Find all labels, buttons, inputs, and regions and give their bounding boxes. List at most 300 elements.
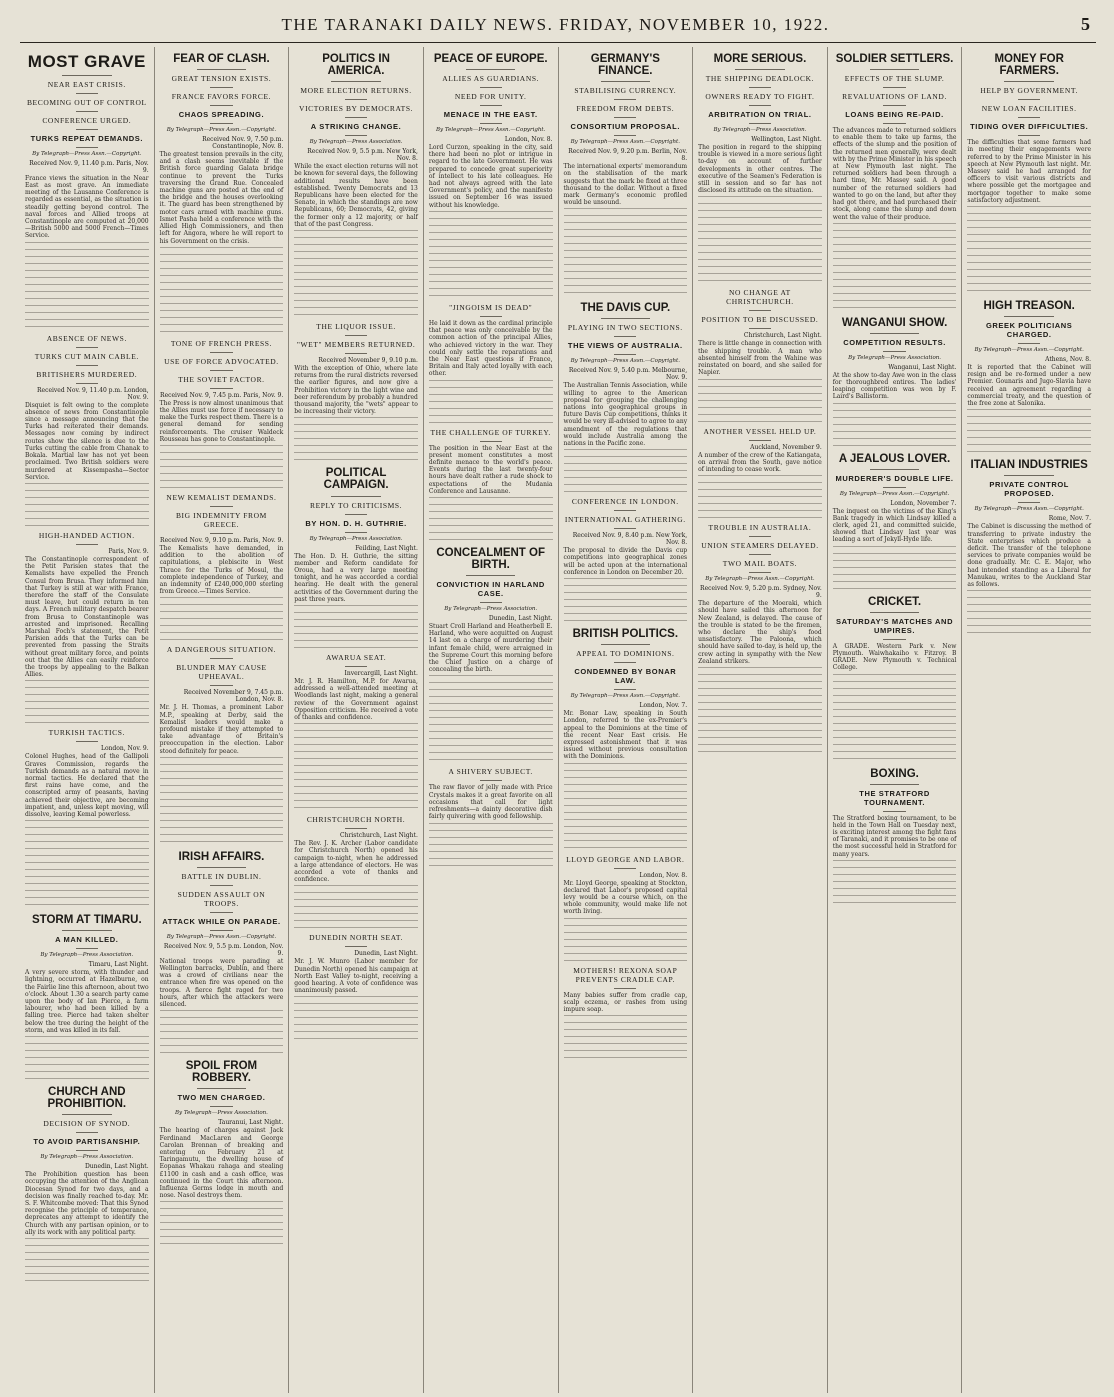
article-body: The Australian Tennis Association, while willing to agree to the American proposal for grouping the challenging nations into geographical groups in future Davis Cup competitions, thinks it would be very ill-advised to agree to any amendment of the regulations that would include Australia among the nations in the Pacific zone.: [563, 382, 688, 448]
sub-headline: NEW LOAN FACILITIES.: [981, 104, 1077, 114]
article-headline: CRICKET.: [868, 595, 922, 608]
dateline: Received Nov. 9, 9.20 p.m. Berlin, Nov. 8.: [568, 148, 688, 163]
article-body: Colonel Hughes, head of the Gallipoli Graves Commission, regards the Turkish demands as a natural move in normal tactics. He declared that the first rains have come, and the conscripted army of peasants, having achieved their objective, are becoming impatient, and, unless kept moving, will dissolve, leaving Kemal powerless.: [25, 753, 149, 818]
column-c3: [289, 47, 424, 1393]
article: [967, 300, 1091, 453]
column-c4: [424, 47, 559, 1393]
divider: [614, 528, 636, 529]
article-headline: SOLDIER SETTLERS.: [835, 53, 954, 65]
body-text-lines: [698, 379, 822, 423]
divider: [76, 93, 98, 94]
sub-headline: THE SHIPPING DEADLOCK.: [705, 74, 815, 84]
article: [967, 459, 1091, 634]
divider: [345, 99, 367, 100]
dateline: Received Nov. 9, 11.40 p.m. Paris, Nov. 9.: [29, 159, 149, 174]
dateline: Wellington, Last Night.: [751, 136, 822, 144]
divider: [614, 689, 636, 690]
dateline: Invercargill, Last Night.: [344, 669, 418, 677]
press-credit: By Telegraph—Press Assn.—Copyright.: [570, 139, 680, 146]
dateline: Received Nov. 9, 5.20 p.m. Sydney, Nov. 9.: [700, 585, 822, 600]
article: [294, 53, 418, 318]
body-text-lines: [160, 597, 284, 641]
divider: [614, 988, 636, 989]
body-text-lines: [294, 605, 418, 649]
divider: [480, 316, 502, 317]
sub-headline: A SHIVERY SUBJECT.: [448, 767, 533, 777]
article-body: Lord Curzon, speaking in the city, said there had been no plot or intrigue in regard to the late Government. He was prepared to concede great superiority of intellect to his late colleagues. He had not always agreed with the late Government's policy, and the manifesto issued on September 16 was issued without his knowledge.: [428, 144, 553, 209]
divider: [870, 69, 919, 70]
article: [429, 53, 553, 299]
sub-headline: NO CHANGE AT CHRISTCHURCH.: [726, 288, 794, 307]
divider: [76, 147, 98, 148]
body-text-lines: [294, 996, 418, 1040]
article: [25, 531, 149, 724]
divider: [345, 353, 367, 354]
sub-headline: COMPETITION RESULTS.: [843, 337, 946, 347]
article-body: A very severe storm, with thunder and lightning, occurred at Hazelburne, on the Fairlie line this afternoon, about two o'clock. About 1.30 a search party came upon the body of Ian Pierce, a farm labourer, who had been killed by a falling tree. Pierce had taken shelter below the tree during the height of the storm, and was killed in its fall.: [25, 969, 149, 1034]
sub-headline: GREEK POLITICIANS CHARGED.: [985, 321, 1073, 340]
article-body: The Hon. D. H. Guthrie, the sitting member and Reform candidate for Oroua, had a very large meeting tonight, and he was accorded a cordial hearing. He dealt with the general activities of the Government during the past three years.: [294, 552, 418, 603]
article-body: At the show to-day Awe won in the class for thoroughbred entires. The ladies' leaping competition was won by F. Laird's Ballistorm.: [832, 371, 957, 401]
body-text-lines: [564, 578, 688, 622]
sub-headline: MURDERER'S DOUBLE LIFE.: [835, 473, 954, 483]
divider: [76, 1132, 98, 1133]
body-text-lines: [25, 242, 149, 330]
press-credit: By Telegraph—Press Assn.—Copyright.: [570, 358, 680, 365]
sub-headline: MOTHERS! REXONA SOAP PREVENTS CRADLE CAP.: [573, 965, 678, 984]
dateline: Christchurch, Last Night.: [339, 832, 418, 840]
body-text-lines: [160, 247, 284, 335]
sub-headline: TO AVOID PARTISANSHIP.: [33, 1137, 141, 1147]
body-text-lines: [294, 230, 418, 318]
sub-headline: MENACE IN THE EAST.: [443, 110, 538, 120]
divider: [62, 930, 111, 931]
dateline: Christchurch, Last Night.: [743, 332, 822, 340]
article-headline: HIGH TREASON.: [983, 299, 1075, 312]
article: [967, 53, 1091, 294]
page-number: 5: [1081, 14, 1090, 34]
press-credit: By Telegraph—Press Association.: [309, 535, 403, 542]
divider: [210, 912, 232, 913]
sub-headline: SATURDAY'S MATCHES AND UMPIRES.: [836, 616, 954, 635]
article: [294, 322, 418, 461]
press-credit: By Telegraph—Press Association.: [40, 952, 134, 959]
dateline: London, Nov. 9.: [100, 745, 149, 753]
masthead: [20, 14, 1096, 43]
article-headline: SPOIL FROM ROBBERY.: [185, 1060, 258, 1085]
article-body: The advances made to returned soldiers to enable them to take up farms, the effects of the slump and the position of the returned men generally, were dealt with by the Prime Minister in his speech at New Plymouth last night. The returned soldiers had been through a hard time, Mr. Massey said. A good number of the returned soldiers had wanted to go on the land, but after they had got there, and had purchased their stock, along came the slump and down went the value of their produce.: [832, 127, 957, 221]
sub-headline: FRANCE FAVORS FORCE.: [171, 92, 272, 102]
body-text-lines: [564, 449, 688, 493]
sub-headline: THE CHALLENGE OF TURKEY.: [430, 427, 551, 437]
sub-headline: BIG INDEMNITY FROM GREECE.: [175, 510, 267, 529]
sub-headline: TWO MAIL BOATS.: [722, 559, 798, 569]
divider: [62, 1114, 111, 1115]
press-credit: By Telegraph—Press Association.: [848, 354, 942, 361]
article-headline: THE DAVIS CUP.: [580, 302, 671, 315]
dateline: Tauranui, Last Night.: [218, 1119, 284, 1127]
dateline: Auckland, November 9.: [750, 443, 822, 451]
press-credit: By Telegraph—Press Association.: [444, 606, 538, 613]
divider: [210, 1106, 232, 1107]
press-credit: By Telegraph—Press Assn.—Copyright.: [32, 150, 142, 157]
article-headline: MOST GRAVE: [27, 52, 146, 71]
press-credit: By Telegraph—Press Assn.—Copyright.: [974, 347, 1084, 354]
article: [564, 855, 688, 962]
sub-headline: DUNEDIN NORTH SEAT.: [309, 933, 404, 943]
press-credit: By Telegraph—Press Association.: [174, 1110, 268, 1117]
article-body: The departure of the Moeraki, which should have sailed this afternoon for New Zealand, is delayed. The cause of the trouble is stated to be the firemen, who declare the ship's food unsatisfactory. The Paloona, which should have sailed to-day, is held up, the crew acting in sympathy with the New Zealand strikers.: [698, 600, 822, 665]
press-credit: By Telegraph—Press Association.: [309, 139, 403, 146]
article: [698, 288, 822, 422]
divider: [749, 554, 771, 555]
dateline: Received Nov. 9, 5.5 p.m. New York, Nov. 8.: [307, 148, 418, 163]
newspaper-title: THE TARANAKI DAILY NEWS. FRIDAY, NOVEMBER 10, 1922.: [281, 15, 830, 34]
column-c7: [828, 47, 963, 1393]
dateline: Received Nov. 9, 11.40 p.m. London, Nov. 9.: [37, 386, 149, 401]
sub-headline: MORE ELECTION RETURNS.: [300, 86, 412, 96]
press-credit: By Telegraph—Press Assn.—Copyright.: [705, 576, 815, 583]
sub-headline: BRITISHERS MURDERED.: [36, 369, 138, 379]
divider: [870, 469, 919, 470]
sub-headline: ABSENCE OF NEWS.: [46, 333, 127, 343]
sub-headline: INTERNATIONAL GATHERING.: [564, 515, 686, 525]
article-headline: BRITISH POLITICS.: [572, 628, 679, 641]
sub-headline: BECOMING OUT OF CONTROL: [26, 97, 147, 107]
sub-headline: A DANGEROUS SITUATION.: [166, 645, 277, 655]
article-headline: PEACE OF EUROPE.: [433, 53, 548, 65]
sub-headline: CONDEMNED BY BONAR LAW.: [574, 667, 677, 686]
divider: [480, 441, 502, 442]
article: [25, 53, 149, 330]
article-body: The Kemalists have demanded, in addition to the abolition of capitulations, a plebiscite in West Thrace for the Turks of Mosul, the complete independence of Turkey, and an indemnity of £240,000,000 sterling from Greece.—Times Service.: [159, 544, 284, 596]
sub-headline: NEW KEMALIST DEMANDS.: [166, 492, 277, 502]
sub-headline: LOANS BEING RE-PAID.: [845, 110, 944, 120]
article: [833, 53, 957, 311]
dateline: Received Nov. 9, 5.40 p.m. Melbourne, Nov. 9.: [568, 367, 688, 382]
divider: [614, 99, 636, 100]
body-text-lines: [833, 860, 957, 904]
divider: [466, 575, 515, 576]
divider: [76, 948, 98, 949]
press-credit: By Telegraph—Press Assn.—Copyright.: [570, 693, 680, 700]
article-body: France views the situation in the Near East as most grave. An immediate meeting of the Lausanne Conference is regarded as essential, as the situation is steadily getting beyond control. The naval forces and Allied troops at Constantinople are computed at 20,000—British 5000 and 5000 French—Times Service.: [25, 174, 149, 240]
article-headline: STORM AT TIMARU.: [31, 914, 142, 927]
sub-headline: TIDING OVER DIFFICULTIES.: [970, 122, 1089, 132]
body-text-lines: [833, 223, 957, 311]
divider: [210, 658, 232, 659]
body-text-lines: [25, 820, 149, 908]
article-body: The international experts' memorandum on the stabilisation of the mark suggests that the mark be fixed at three thousand to the dollar. Without a fixed mark Germany's economic profiled would be unsound.: [563, 163, 688, 207]
body-text-lines: [429, 497, 553, 541]
article: [564, 966, 688, 1060]
sub-headline: TROUBLE IN AUSTRALIA.: [708, 523, 812, 533]
divider: [1018, 117, 1040, 118]
divider: [210, 685, 232, 686]
article: [564, 53, 688, 296]
divider: [1018, 343, 1040, 344]
body-text-lines: [429, 380, 553, 424]
article-body: The Cabinet is discussing the method of transferring to private industry the State enterprises which produce a deficit. The transfer of the telephone services to private companies would be done gradually. Mr. C. E. Major, who had intended standing as a Liberal for Manukau, writes to the Auckland Star as follows.: [967, 523, 1091, 588]
article-body: National troops were parading at Wellington barracks, Dublin, and there was a crowd of civilians near the entrance when fire was opened on the troops. A fierce fight raged for two hours, after which the attackers were silenced.: [159, 957, 284, 1009]
divider: [210, 506, 232, 507]
body-text-lines: [833, 674, 957, 762]
article: [564, 302, 688, 493]
column-c5: [559, 47, 694, 1393]
sub-headline: APPEAL TO DOMINIONS.: [576, 649, 675, 659]
body-text-lines: [294, 885, 418, 929]
article-body: Mr. Lloyd George, speaking at Stockton, declared that Labor's proposed capital levy would be a course which, on the whole community, would make life not worth living.: [563, 879, 688, 916]
article: [294, 815, 418, 929]
dateline: Timaru, Last Night.: [88, 961, 149, 969]
sub-headline: PRIVATE CONTROL PROPOSED.: [989, 480, 1069, 499]
divider: [480, 780, 502, 781]
sub-headline: NEED FOR UNITY.: [454, 92, 527, 102]
sub-headline: NEAR EAST CRISIS.: [47, 79, 126, 89]
body-text-lines: [564, 208, 688, 296]
divider: [614, 510, 636, 511]
sub-headline: GREAT TENSION EXISTS.: [171, 74, 272, 84]
article: [25, 914, 149, 1080]
divider: [345, 946, 367, 947]
sub-headline: ANOTHER VESSEL HELD UP.: [703, 426, 817, 436]
article-body: The proposal to divide the Davis cup competitions into geographical zones will be acted upon at the international conference in London on December 20.: [563, 547, 688, 576]
divider: [345, 514, 367, 515]
divider: [331, 496, 380, 497]
article-body: The Stratford boxing tournament, to be held in the Town Hall on Tuesday next, is exciting interest among the fight fans of Taranaki, and it promises to be one of the most successful held in Stratford for many years.: [832, 814, 957, 858]
sub-headline: REVALUATIONS OF LAND.: [842, 92, 947, 102]
divider: [210, 930, 232, 931]
article: [698, 427, 822, 520]
dateline: London, Nov. 7.: [639, 702, 688, 710]
sub-headline: BATTLE IN DUBLIN.: [181, 871, 262, 881]
article: [160, 53, 284, 335]
sub-headline: THE LIQUOR ISSUE.: [316, 321, 396, 331]
sub-headline: CHRISTCHURCH NORTH.: [306, 815, 406, 825]
divider: [197, 1088, 246, 1089]
column-c8: [962, 47, 1096, 1393]
body-text-lines: [833, 546, 957, 590]
body-text-lines: [967, 409, 1091, 453]
sub-headline: HIGH-HANDED ACTION.: [38, 530, 135, 540]
article: [25, 728, 149, 908]
sub-headline: OWNERS READY TO FIGHT.: [705, 92, 815, 102]
body-text-lines: [967, 590, 1091, 634]
sub-headline: "WET" MEMBERS RETURNED.: [296, 339, 416, 349]
article-body: Many babies suffer from cradle cap, scalp eczema, or rashes from using impure soap.: [563, 991, 688, 1013]
divider: [210, 370, 232, 371]
article-body: A number of the crew of the Katiangata, on arrival from the South, gave notice of intending to cease work.: [698, 451, 822, 473]
divider: [749, 440, 771, 441]
dateline: Received Nov. 9, 5.5 p.m. London, Nov. 9.: [163, 942, 284, 957]
article: [429, 547, 553, 764]
article-body: Mr. J. H. Thomas, a prominent Labor M.P., speaking at Derby, said the Kemalist leaders would make a profound mistake if they attempted to take advantage of Britain's preoccupation in the election. Labor stood definitely for peace.: [159, 704, 284, 755]
divider: [749, 123, 771, 124]
sub-headline: REPLY TO CRITICISMS.: [309, 500, 403, 510]
article-headline: CHURCH AND PROHIBITION.: [47, 1086, 127, 1111]
sub-headline: "JINGOISM IS DEAD": [449, 302, 533, 312]
sub-headline: SUDDEN ASSAULT ON TROOPS.: [177, 889, 266, 908]
article-body: A GRADE. Western Park v. New Plymouth. Waiwhakaiho v. Fitzroy. B GRADE. New Plymouth v. Technical College.: [832, 642, 957, 672]
divider: [62, 75, 111, 76]
body-text-lines: [25, 1238, 149, 1282]
divider: [1018, 502, 1040, 503]
article: [429, 767, 553, 866]
article-body: There is little change in connection with the shipping trouble. A man who absented himself from the Wahine was reinstated on board, and she sailed for Napier.: [698, 340, 822, 377]
sub-headline: THE STRATFORD TOURNAMENT.: [859, 788, 930, 807]
divider: [735, 69, 784, 70]
divider: [76, 741, 98, 742]
divider: [76, 365, 98, 366]
article-headline: A JEALOUS LOVER.: [838, 452, 951, 465]
sub-headline: AWARUA SEAT.: [325, 652, 387, 662]
divider: [331, 81, 380, 82]
dateline: London, Nov. 8.: [504, 136, 553, 144]
body-text-lines: [698, 196, 822, 284]
body-text-lines: [294, 723, 418, 811]
divider: [480, 105, 502, 106]
divider: [749, 328, 771, 329]
article-body: With the exception of Ohio, where late returns from the rural districts reversed the earlier figures, and now give a Prohibition victory in the light wine and beer referendum by probably a hundred thousand majority, the "wets" appear to be increasing their victory.: [294, 364, 418, 416]
body-text-lines: [294, 417, 418, 461]
article-body: The raw flavor of jelly made with Price Crystals makes it a great favorite on all occasions that call for light refreshments—a dainty decorative dish fairly quivering with good fellowship.: [428, 784, 553, 821]
sub-headline: STABILISING CURRENCY.: [574, 86, 677, 96]
divider: [480, 87, 502, 88]
dateline: Athens, Nov. 8.: [1045, 356, 1091, 364]
divider: [210, 885, 232, 886]
dateline: Received November 9, 9.10 p.m.: [318, 356, 418, 364]
article-body: Stuart Croll Harland and Heatherbell E. Harland, who were acquitted on August 14 last on a charge of murdering their infant female child, were arraigned in the Supreme Court this morning before the Chief Justice on a charge of concealing the birth.: [428, 623, 553, 674]
dateline: Feilding, Last Night.: [355, 544, 418, 552]
sub-headline: CHAOS SPREADING.: [178, 110, 265, 120]
article-body: The position in regard to the shipping trouble is viewed in a more serious light to-day on account of further developments in other centres. The executive of the Seamen's Federation is still in session and so far has not disclosed its attitude on the situation.: [698, 144, 822, 195]
column-c2: [155, 47, 290, 1393]
sub-headline: ATTACK WHILE ON PARADE.: [162, 916, 281, 926]
sub-headline: A MAN KILLED.: [55, 935, 119, 945]
body-text-lines: [429, 823, 553, 867]
divider: [1004, 316, 1053, 317]
press-credit: By Telegraph—Press Assn.—Copyright.: [839, 490, 950, 497]
article: [160, 1060, 284, 1245]
divider: [870, 784, 919, 785]
divider: [345, 828, 367, 829]
article: [160, 851, 284, 1054]
dateline: London, November 7.: [890, 499, 957, 507]
divider: [870, 612, 919, 613]
article-body: Mr. J. R. Hamilton, M.P. for Awarua, addressed a well-attended meeting at Woodlands last night, making a general review of the Government against Opposition criticism. He received a vote of thanks and confidence.: [294, 677, 418, 721]
divider: [883, 87, 905, 88]
sub-headline: TURKS CUT MAIN CABLE.: [34, 351, 139, 361]
article-body: Disquiet is felt owing to the complete absence of news from Constantinople since a message announcing that the Turks had reiterated their demands. Messages now coming by indirect routes show the silence is due to the Turks cutting the cable from Chanak to Bokala. Martial law has not yet been proclaimed. Two British soldiers were murdered at Kissempasha—Sector Service.: [25, 401, 149, 481]
divider: [614, 662, 636, 663]
divider: [76, 1150, 98, 1151]
divider: [883, 811, 905, 812]
article-body: He laid it down as the cardinal principle that peace was only conceivable by the common action of the principal Allies, who achieved victory in the war. They could only settle the reparations and the Near East questions if France, Britain and Italy acted loyally with each other.: [428, 319, 553, 378]
article: [429, 303, 553, 424]
divider: [345, 117, 367, 118]
article-body: The Prohibition question has been occupying the attention of the Anglican Diocesan Synod for two days, and a decision was finally reached to-day. Mr. S. F. Whitcombe moved: That this Synod recognise the principle of temperance, deprecates any attempt to identify the Church with any partisan opinion, or to ally its work with any political party.: [25, 1171, 149, 1236]
body-text-lines: [564, 763, 688, 851]
article: [698, 53, 822, 284]
divider: [749, 310, 771, 311]
body-text-lines: [25, 1036, 149, 1080]
divider: [210, 105, 232, 106]
divider: [480, 123, 502, 124]
sub-headline: LLOYD GEORGE AND LABOR.: [566, 854, 685, 864]
body-text-lines: [25, 483, 149, 527]
dateline: Dunedin, Last Night.: [84, 1163, 149, 1171]
sub-headline: THE VIEWS OF AUSTRALIA.: [567, 341, 683, 351]
article-headline: CONCEALMENT OF BIRTH.: [436, 546, 545, 571]
article-headline: MONEY FOR FARMERS.: [994, 53, 1064, 78]
body-text-lines: [698, 667, 822, 755]
divider: [614, 354, 636, 355]
body-text-lines: [564, 1015, 688, 1059]
dateline: Received Nov. 9, 9.10 p.m. Paris, Nov. 9.: [160, 536, 284, 544]
dateline: Received November 9, 7.45 p.m. London, Nov. 8.: [183, 689, 284, 704]
divider: [76, 129, 98, 130]
article: [833, 768, 957, 904]
divider: [1004, 475, 1053, 476]
body-text-lines: [564, 918, 688, 962]
divider: [210, 388, 232, 389]
sub-headline: CONSORTIUM PROPOSAL.: [570, 122, 681, 132]
article: [160, 493, 284, 641]
sub-headline: CONFERENCE IN LONDON.: [571, 497, 679, 507]
divider: [883, 105, 905, 106]
sub-headline: TWO MEN CHARGED.: [177, 1093, 266, 1103]
divider: [601, 81, 650, 82]
article: [429, 428, 553, 541]
sub-headline: UNION STEAMERS DELAYED.: [701, 541, 819, 551]
sub-headline: TURKISH TACTICS.: [48, 728, 125, 738]
dateline: Paris, Nov. 9.: [108, 547, 149, 555]
column-c1: [20, 47, 155, 1393]
article-body: It is reported that the Cabinet will resign and be re-formed under a new Premier. Gounaris and Jugo-Slavia have received an agreement regarding a commercial treaty, and the question of the free zone at Salonika.: [967, 364, 1091, 408]
article: [160, 645, 284, 844]
sub-headline: ALLIES AS GUARDIANS.: [442, 74, 540, 84]
article-headline: POLITICAL CAMPAIGN.: [323, 467, 389, 492]
article-headline: IRISH AFFAIRS.: [178, 850, 265, 863]
article-body: The greatest tension prevails in the city, and a clash seems inevitable if the British force guarding Galata bridge continue to prevent the Turks traversing the Grand Rue. Concealed machine guns are posted at the end of the bridge and the houses overlooking it. The guard has been strengthened by motor cars armed with machine guns. Ismet Pasha held a conference with the Allied High Commissioners, and then left for Angora, where he will report to his Government on the crisis.: [159, 151, 284, 245]
divider: [883, 351, 905, 352]
divider: [614, 117, 636, 118]
body-text-lines: [698, 475, 822, 519]
body-text-lines: [160, 1010, 284, 1054]
press-credit: By Telegraph—Press Assn.—Copyright.: [436, 127, 546, 134]
divider: [1004, 81, 1053, 82]
divider: [210, 533, 232, 534]
article: [698, 523, 822, 755]
divider: [76, 383, 98, 384]
dateline: Received Nov. 9, 7.50 p.m. Constantinople, Nov. 8.: [202, 136, 284, 151]
divider: [614, 868, 636, 869]
article-body: The Constantinople correspondent of the Petit Parisien states that the Kemalists have expelled the French Consul from Brusa. They informed him that Turkey is still at war with France, therefore the staff of the Consulate must leave, but could return in ten days. A French military despatch bearer from Brusa to Constantinople was arrested and imprisoned. Recalling Marshal Foch's statement, the Petit Parisien adds that the Turks can be prevented from passing the Straits without great military force, and points out that the Allies can easily reinforce the troops by appealing to the Balkan Allies.: [25, 555, 149, 679]
sub-headline: HELP BY GOVERNMENT.: [980, 86, 1078, 96]
dateline: Wanganui, Last Night.: [888, 363, 957, 371]
article-body: The Press is now almost unanimous that the Allies must use force if necessary to make the Turks respect them. There is a general demand for sending reinforcements. The cruiser Waldeck Rousseau has gone to Constantinople.: [159, 399, 284, 443]
sub-headline: PLAYING IN TWO SECTIONS.: [567, 323, 683, 333]
sub-headline: TURKS REPEAT DEMANDS.: [30, 133, 144, 143]
sub-headline: POSITION TO BE DISCUSSED.: [701, 315, 819, 325]
sub-headline: A STRIKING CHANGE.: [310, 122, 402, 132]
dateline: Dunedin, Last Night.: [354, 950, 418, 958]
divider: [749, 572, 771, 573]
press-credit: By Telegraph—Press Assn.—Copyright.: [166, 127, 277, 134]
sub-headline: EFFECTS OF THE SLUMP.: [844, 74, 945, 84]
article: [294, 653, 418, 811]
article-body: Mr. Bonar Law, speaking in South London, referred to the ex-Premier's appeal to the Dominions at the time of the recent Near East crisis. He expressed astonishment that it was issued without previous consultation with the Dominions.: [563, 710, 688, 761]
